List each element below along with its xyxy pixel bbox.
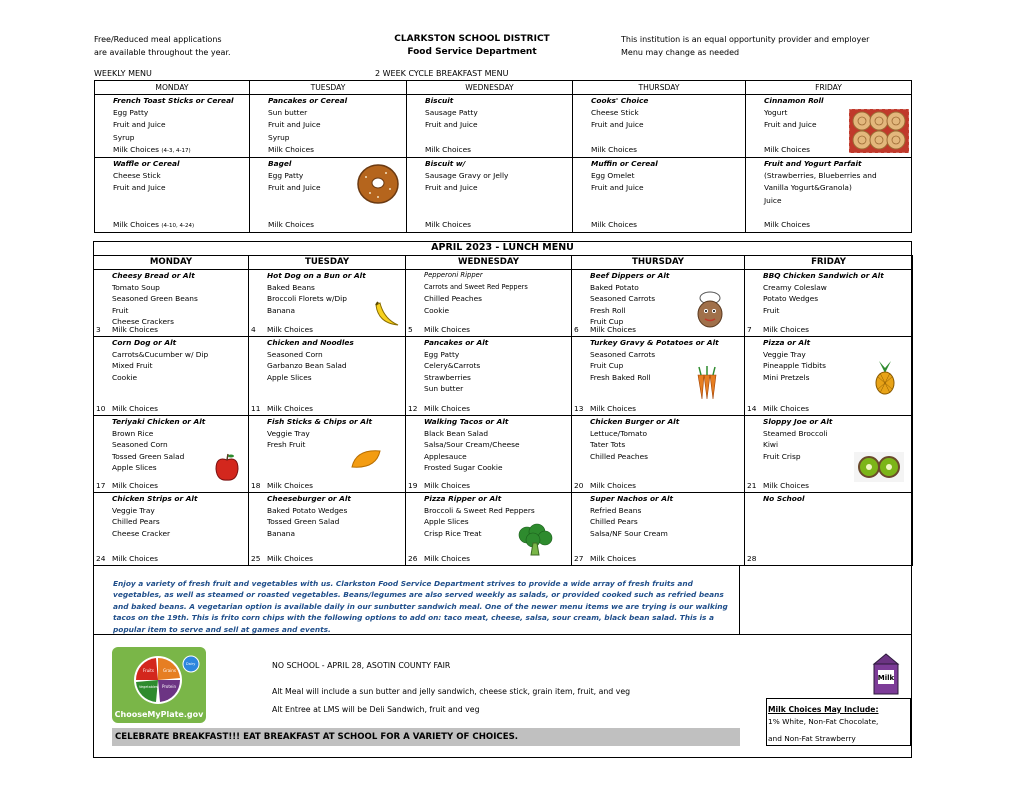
breakfast-item: Sausage Patty bbox=[425, 108, 478, 118]
orange-slice-icon bbox=[350, 447, 382, 471]
lunch-date: 12 bbox=[408, 404, 418, 413]
lunch-entree: Pizza or Alt bbox=[763, 338, 811, 347]
lunch-item: Celery&Carrots bbox=[424, 361, 481, 371]
breakfast-day-header: WEDNESDAY bbox=[407, 81, 573, 95]
bagel-icon bbox=[356, 163, 400, 205]
breakfast-item-title: Cinnamon Roll bbox=[764, 96, 824, 105]
breakfast-item: Fruit and Juice bbox=[425, 183, 478, 193]
lunch-entree: Turkey Gravy & Potatoes or Alt bbox=[590, 338, 719, 347]
breakfast-milk: Milk Choices bbox=[113, 220, 159, 230]
lunch-item: Seasoned Corn bbox=[267, 349, 323, 359]
lunch-entree: BBQ Chicken Sandwich or Alt bbox=[763, 271, 884, 280]
lunch-item: Mixed Fruit bbox=[112, 361, 153, 371]
lunch-item: Baked Potato Wedges bbox=[267, 505, 348, 515]
lunch-date: 4 bbox=[251, 325, 256, 334]
lunch-date: 13 bbox=[574, 404, 584, 413]
plate-label-vegetables: Vegetables bbox=[139, 685, 158, 689]
breakfast-day-header: MONDAY bbox=[95, 81, 250, 95]
lunch-entree: Corn Dog or Alt bbox=[112, 338, 177, 347]
lunch-milk: Milk Choices bbox=[112, 404, 158, 413]
lunch-menu-title: APRIL 2023 - LUNCH MENU bbox=[431, 242, 574, 253]
lunch-item: Egg Patty bbox=[424, 349, 460, 359]
no-school-notice: NO SCHOOL - APRIL 28, ASOTIN COUNTY FAIR bbox=[272, 661, 451, 670]
lunch-entree: Chicken Strips or Alt bbox=[112, 494, 198, 503]
alt-entree-note: Alt Entree at LMS will be Deli Sandwich, fruit and veg bbox=[272, 705, 480, 714]
lunch-date: 20 bbox=[574, 481, 584, 490]
lunch-entree: No School bbox=[763, 494, 805, 503]
lunch-date: 27 bbox=[574, 554, 584, 563]
breakfast-item: Yogurt bbox=[764, 108, 788, 118]
breakfast-milk: Milk Choices bbox=[591, 144, 637, 154]
lunch-item: Veggie Tray bbox=[763, 349, 806, 359]
breakfast-item: Syrup bbox=[268, 132, 290, 142]
breakfast-day-header: TUESDAY bbox=[250, 81, 407, 95]
lunch-item: Black Bean Salad bbox=[424, 428, 489, 438]
celebrate-breakfast-banner: CELEBRATE BREAKFAST!!! EAT BREAKFAST AT SCHOOL FOR A VARIETY OF CHOICES. bbox=[112, 728, 740, 746]
lunch-date: 11 bbox=[251, 404, 261, 413]
milk-choices-title: Milk Choices May Include: bbox=[768, 705, 879, 714]
breakfast-item-title: Muffin or Cereal bbox=[591, 159, 658, 169]
lunch-item: Apple Slices bbox=[267, 372, 312, 382]
breakfast-item: Egg Omelet bbox=[591, 171, 635, 181]
lunch-milk: Milk Choices bbox=[267, 481, 313, 490]
breakfast-item: Fruit and Juice bbox=[113, 183, 166, 193]
plate-label-fruits: Fruits bbox=[143, 668, 154, 673]
lunch-item: Carrots and Sweet Red Peppers bbox=[424, 282, 528, 291]
breakfast-item: Fruit and Juice bbox=[268, 183, 321, 193]
lunch-date: 26 bbox=[408, 554, 418, 563]
lunch-item: Fruit Cup bbox=[590, 361, 624, 371]
breakfast-milk-dates: (4-3, 4-17) bbox=[161, 147, 191, 154]
breakfast-item: Sun butter bbox=[268, 108, 308, 118]
lunch-milk: Milk Choices bbox=[424, 325, 470, 334]
breakfast-item-title: Biscuit w/ bbox=[425, 159, 466, 169]
breakfast-day-header: THURSDAY bbox=[573, 81, 746, 95]
lunch-table bbox=[93, 255, 913, 566]
milk-carton-label: Milk bbox=[877, 674, 895, 682]
lunch-date: 19 bbox=[408, 481, 418, 490]
lunch-milk: Milk Choices bbox=[590, 325, 636, 334]
lunch-item: Lettuce/Tomato bbox=[590, 428, 648, 438]
lunch-item: Crisp Rice Treat bbox=[424, 528, 482, 538]
breakfast-item-title: Pancakes or Cereal bbox=[268, 96, 348, 105]
lunch-item: Tater Tots bbox=[590, 440, 626, 450]
breakfast-milk-dates: (4-10, 4-24) bbox=[161, 223, 195, 230]
lunch-item: Chilled Peaches bbox=[590, 451, 649, 461]
carrots-icon bbox=[694, 365, 720, 401]
lunch-date: 3 bbox=[96, 325, 101, 334]
lunch-milk: Milk Choices bbox=[763, 325, 809, 334]
lunch-item: Broccoli Florets w/Dip bbox=[267, 294, 347, 304]
breakfast-item: Cheese Stick bbox=[591, 108, 639, 118]
apple-icon bbox=[214, 452, 240, 482]
breakfast-table bbox=[94, 80, 912, 233]
lunch-item: Garbanzo Bean Salad bbox=[267, 361, 347, 371]
lunch-milk: Milk Choices bbox=[267, 325, 313, 334]
lunch-date: 14 bbox=[747, 404, 757, 413]
lunch-item: Fresh Baked Roll bbox=[590, 372, 651, 382]
lunch-entree: Walking Tacos or Alt bbox=[424, 417, 509, 426]
lunch-entree: Hot Dog on a Bun or Alt bbox=[267, 271, 366, 280]
lunch-entree: Chicken Burger or Alt bbox=[590, 417, 680, 426]
lunch-entree: Cheesy Bread or Alt bbox=[112, 271, 195, 280]
breakfast-milk: Milk Choices bbox=[268, 144, 314, 154]
lunch-entree: Beef Dippers or Alt bbox=[590, 271, 670, 280]
lunch-item: Steamed Broccoli bbox=[763, 428, 828, 438]
lunch-day-header: FRIDAY bbox=[745, 256, 913, 270]
lunch-date: 6 bbox=[574, 325, 579, 334]
lunch-day-header: WEDNESDAY bbox=[406, 256, 572, 270]
broccoli-icon bbox=[515, 523, 555, 557]
kiwi-icon bbox=[854, 452, 904, 482]
lunch-entree: Sloppy Joe or Alt bbox=[763, 417, 833, 426]
breakfast-item: Fruit and Juice bbox=[113, 120, 166, 130]
breakfast-day-header: FRIDAY bbox=[746, 81, 912, 95]
breakfast-milk: Milk Choices bbox=[764, 220, 810, 230]
lunch-item: Kiwi bbox=[763, 440, 778, 450]
breakfast-milk: Milk Choices bbox=[591, 220, 637, 230]
lunch-item: Applesauce bbox=[424, 451, 467, 461]
lunch-day-header: MONDAY bbox=[94, 256, 249, 270]
lunch-item: Seasoned Carrots bbox=[590, 294, 656, 304]
plate-label-dairy: Dairy bbox=[186, 662, 196, 666]
breakfast-item: Sausage Gravy or Jelly bbox=[425, 171, 509, 181]
note-divider bbox=[739, 565, 740, 635]
breakfast-item: Fruit and Juice bbox=[764, 120, 817, 130]
lunch-date: 24 bbox=[96, 554, 106, 563]
lunch-day-cell bbox=[572, 416, 745, 493]
breakfast-item: Fruit and Juice bbox=[268, 120, 321, 130]
lunch-item: Seasoned Green Beans bbox=[112, 294, 198, 304]
lunch-day-cell bbox=[406, 337, 572, 416]
lunch-milk: Milk Choices bbox=[112, 554, 158, 563]
lunch-day-cell bbox=[249, 493, 406, 566]
lunch-date: 7 bbox=[747, 325, 752, 334]
lunch-item: Seasoned Carrots bbox=[590, 349, 656, 359]
lunch-milk: Milk Choices bbox=[424, 481, 470, 490]
plate-label-protein: Protein bbox=[162, 684, 177, 689]
lunch-date: 28 bbox=[747, 554, 757, 563]
lunch-item: Salsa/NF Sour Cream bbox=[590, 528, 668, 538]
lunch-item: Veggie Tray bbox=[267, 428, 310, 438]
lunch-item: Fruit bbox=[112, 305, 129, 315]
lunch-entree: Pizza Ripper or Alt bbox=[424, 494, 502, 503]
lunch-cell-content bbox=[745, 493, 912, 565]
lunch-item: Banana bbox=[267, 305, 296, 315]
lunch-item: Pineapple Tidbits bbox=[763, 361, 826, 371]
milk-choices-line1: 1% White, Non-Fat Chocolate, bbox=[768, 717, 879, 726]
lunch-date: 25 bbox=[251, 554, 261, 563]
lunch-milk: Milk Choices bbox=[763, 481, 809, 490]
menu-change-text: Menu may change as needed bbox=[621, 48, 740, 57]
lunch-entree: Super Nachos or Alt bbox=[590, 494, 674, 503]
lunch-day-cell bbox=[745, 270, 913, 337]
lunch-item: Apple Slices bbox=[112, 463, 157, 473]
lunch-item: Salsa/Sour Cream/Cheese bbox=[424, 440, 520, 450]
myplate-logo-text: ChooseMyPlate.gov bbox=[114, 710, 204, 719]
lunch-item: Fruit Crisp bbox=[763, 451, 801, 461]
lunch-item: Baked Beans bbox=[267, 282, 315, 292]
lunch-entree: Fish Sticks & Chips or Alt bbox=[267, 417, 373, 426]
free-reduced-text: Free/Reduced meal applications bbox=[94, 35, 222, 44]
lunch-item: Cookie bbox=[424, 305, 450, 315]
lunch-item: Sun butter bbox=[424, 384, 464, 394]
lunch-entree: Cheeseburger or Alt bbox=[267, 494, 351, 503]
lunch-date: 21 bbox=[747, 481, 757, 490]
lunch-day-cell bbox=[94, 337, 249, 416]
lunch-milk: Milk Choices bbox=[590, 481, 636, 490]
lunch-day-cell bbox=[572, 493, 745, 566]
lunch-day-cell bbox=[249, 337, 406, 416]
chef-potato-icon bbox=[690, 290, 730, 330]
lunch-day-cell bbox=[406, 270, 572, 337]
breakfast-milk: Milk Choices bbox=[113, 144, 159, 154]
lunch-item: Fresh Roll bbox=[590, 305, 626, 315]
lunch-day-header: TUESDAY bbox=[249, 256, 406, 270]
alt-meal-note: Alt Meal will include a sun butter and jelly sandwich, cheese stick, grain item, fruit, and veg bbox=[272, 687, 631, 696]
lunch-day-cell bbox=[406, 416, 572, 493]
lunch-entree: Pepperoni Ripper bbox=[424, 271, 483, 279]
lunch-item: Potato Wedges bbox=[763, 294, 819, 304]
lunch-item: Fresh Fruit bbox=[267, 440, 306, 450]
lunch-date: 17 bbox=[96, 481, 106, 490]
breakfast-item-title: Cooks' Choice bbox=[591, 96, 649, 105]
myplate-logo bbox=[112, 647, 206, 723]
breakfast-item-title: French Toast Sticks or Cereal bbox=[113, 96, 234, 105]
breakfast-item-title: Waffle or Cereal bbox=[113, 159, 180, 169]
lunch-item: Frosted Sugar Cookie bbox=[424, 463, 503, 473]
lunch-milk: Milk Choices bbox=[424, 404, 470, 413]
breakfast-item-title: Fruit and Yogurt Parfait bbox=[764, 159, 862, 169]
lunch-item: Tossed Green Salad bbox=[112, 451, 185, 461]
lunch-milk: Milk Choices bbox=[267, 554, 313, 563]
lunch-item: Chilled Pears bbox=[112, 517, 160, 527]
breakfast-item-title: Bagel bbox=[268, 159, 292, 169]
lunch-entree: Chicken and Noodles bbox=[267, 338, 354, 347]
lunch-item: Mini Pretzels bbox=[763, 372, 810, 382]
lunch-milk: Milk Choices bbox=[112, 325, 158, 334]
breakfast-milk: Milk Choices bbox=[425, 144, 471, 154]
lunch-milk: Milk Choices bbox=[112, 481, 158, 490]
breakfast-milk: Milk Choices bbox=[425, 220, 471, 230]
equal-opportunity-text: This institution is an equal opportunity provider and employer bbox=[621, 35, 870, 44]
lunch-item: Seasoned Corn bbox=[112, 440, 168, 450]
lunch-date: 18 bbox=[251, 481, 261, 490]
breakfast-cycle-label: 2 WEEK CYCLE BREAKFAST MENU bbox=[375, 69, 509, 78]
breakfast-item: Fruit and Juice bbox=[591, 120, 644, 130]
cinnamon-roll-icon bbox=[848, 108, 910, 154]
breakfast-item: Fruit and Juice bbox=[591, 183, 644, 193]
lunch-item: Cheese Crackers bbox=[112, 317, 174, 327]
breakfast-item: (Strawberries, Blueberries and bbox=[764, 171, 877, 181]
lunch-milk: Milk Choices bbox=[590, 404, 636, 413]
lunch-item: Strawberries bbox=[424, 372, 471, 382]
lunch-date: 5 bbox=[408, 325, 413, 334]
lunch-item: Broccoli & Sweet Red Peppers bbox=[424, 505, 535, 515]
lunch-item: Carrots&Cucumber w/ Dip bbox=[112, 349, 209, 359]
banana-icon bbox=[372, 299, 402, 329]
breakfast-item-title: Biscuit bbox=[425, 96, 454, 105]
lunch-milk: Milk Choices bbox=[424, 554, 470, 563]
lunch-item: Brown Rice bbox=[112, 428, 154, 438]
breakfast-milk: Milk Choices bbox=[268, 220, 314, 230]
lunch-item: Chilled Pears bbox=[590, 517, 638, 527]
lunch-day-cell bbox=[94, 270, 249, 337]
lunch-milk: Milk Choices bbox=[763, 404, 809, 413]
plate-label-grains: Grains bbox=[163, 668, 176, 673]
lunch-item: Tomato Soup bbox=[112, 282, 160, 292]
lunch-day-cell bbox=[745, 493, 913, 566]
breakfast-milk: Milk Choices bbox=[764, 144, 810, 154]
lunch-item: Veggie Tray bbox=[112, 505, 155, 515]
lunch-item: Creamy Coleslaw bbox=[763, 282, 827, 292]
lunch-item: Cookie bbox=[112, 372, 138, 382]
lunch-item: Fruit bbox=[763, 305, 780, 315]
lunch-milk: Milk Choices bbox=[267, 404, 313, 413]
lunch-day-cell bbox=[94, 493, 249, 566]
breakfast-item: Juice bbox=[764, 195, 782, 205]
weekly-menu-label: WEEKLY MENU bbox=[94, 69, 152, 78]
lunch-item: Tossed Green Salad bbox=[267, 517, 340, 527]
lunch-date: 10 bbox=[96, 404, 106, 413]
lunch-day-header: THURSDAY bbox=[572, 256, 745, 270]
free-reduced-text-2: are available throughout the year. bbox=[94, 48, 231, 57]
lunch-entree: Teriyaki Chicken or Alt bbox=[112, 417, 206, 426]
lunch-item: Banana bbox=[267, 528, 296, 538]
lunch-entree: Pancakes or Alt bbox=[424, 338, 489, 347]
produce-note: Enjoy a variety of fresh fruit and vegetables with us. Clarkston Food Service Department strives to provide a wide array of fresh fruits and vegetables, as well as steamed or roasted vegetables. Beans/legumes are also served weekly as salads, or provided cooked such as refried beans and baked beans. A vegetarian option is available daily in our sunbutter sandwich meal. One of the newer menu items we are trying is our walking tacos on the 19th. This is frito corn chips with the following options to add on: taco meat, cheese, salsa, sour cream, black bean salad. This is a popular item to serve and sell at games and events. bbox=[113, 579, 728, 634]
department-name: Food Service Department bbox=[407, 47, 537, 57]
district-name: CLARKSTON SCHOOL DISTRICT bbox=[394, 34, 550, 44]
milk-carton-icon bbox=[866, 652, 906, 696]
breakfast-item: Vanilla Yogurt&Granola) bbox=[764, 183, 852, 193]
breakfast-item: Egg Patty bbox=[113, 108, 149, 118]
breakfast-item: Syrup bbox=[113, 132, 135, 142]
breakfast-item: Cheese Stick bbox=[113, 171, 161, 181]
lunch-item: Apple Slices bbox=[424, 517, 469, 527]
lunch-milk: Milk Choices bbox=[590, 554, 636, 563]
lunch-item: Chilled Peaches bbox=[424, 294, 483, 304]
pineapple-icon bbox=[872, 359, 898, 395]
lunch-item: Cheese Cracker bbox=[112, 528, 171, 538]
lunch-item: Baked Potato bbox=[590, 282, 639, 292]
breakfast-item: Egg Patty bbox=[268, 171, 304, 181]
lunch-item: Refried Beans bbox=[590, 505, 642, 515]
breakfast-item: Fruit and Juice bbox=[425, 120, 478, 130]
milk-choices-line2: and Non-Fat Strawberry bbox=[768, 734, 856, 743]
lunch-item: Fruit Cup bbox=[590, 317, 624, 327]
